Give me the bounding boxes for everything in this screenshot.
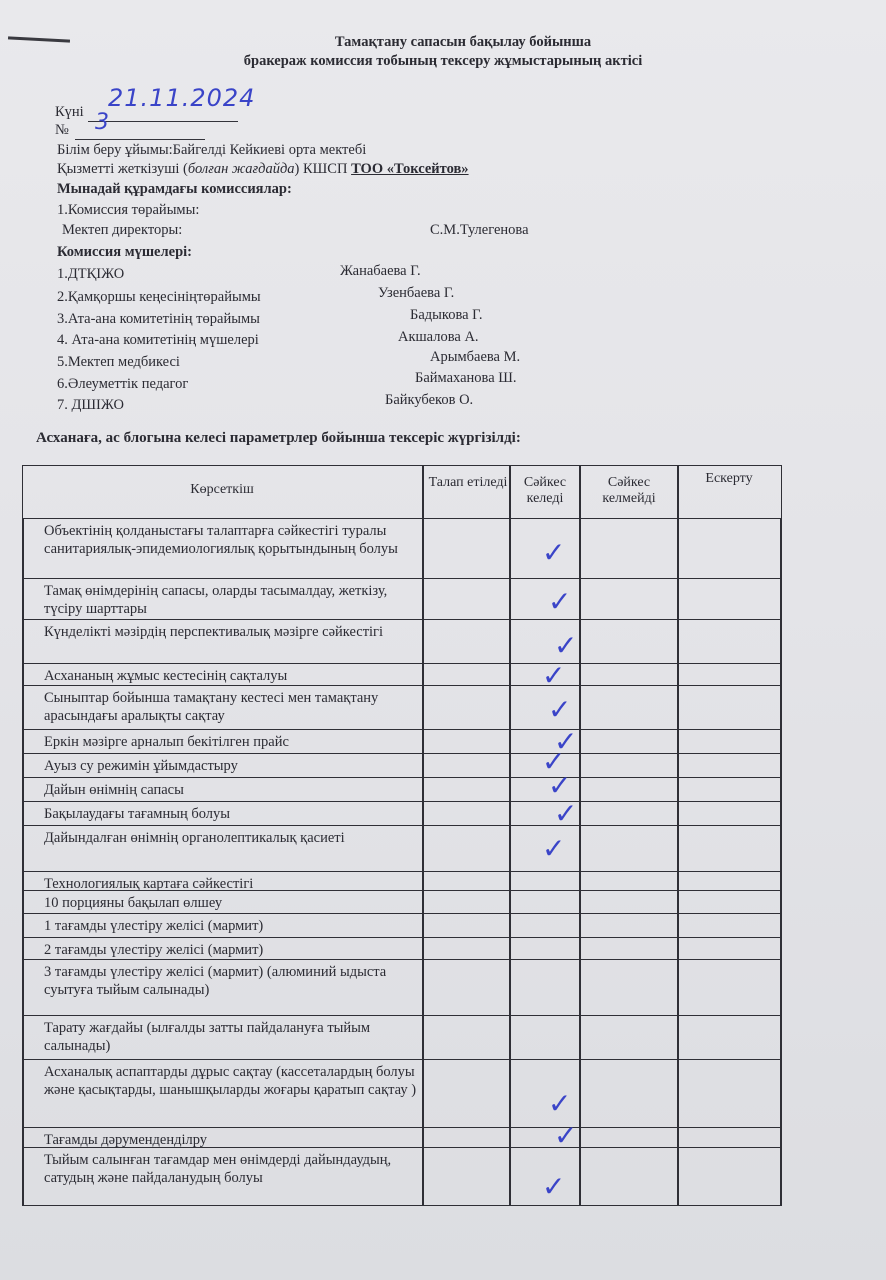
table-col-divider bbox=[677, 465, 679, 1206]
check-mark-icon: ✓ bbox=[554, 725, 578, 758]
row-indicator-text: Ауыз су режимін ұйымдастыру bbox=[44, 758, 238, 774]
table-row bbox=[22, 745, 782, 778]
table-row bbox=[22, 891, 782, 914]
check-mark-icon: ✓ bbox=[542, 659, 566, 692]
check-mark-icon: ✓ bbox=[548, 1087, 572, 1120]
commission-heading: Мынадай құрамдағы комиссиялар: bbox=[57, 181, 292, 197]
member-role: 7. ДШІЖО bbox=[57, 397, 124, 413]
row-indicator-text: 3 тағамды үлестіру желісі (мармит) (алюминий ыдыста суытуға тыйым салынады) bbox=[44, 964, 387, 998]
doc-title-line2: бракераж комиссия тобының тексеру жұмыстарының актісі bbox=[243, 53, 643, 69]
table-right-border bbox=[780, 519, 782, 1206]
row-indicator-text: 2 тағамды үлестіру желісі (мармит) bbox=[44, 942, 264, 958]
row-indicator-text: Сыныптар бойынша тамақтану кестесі мен тамақтану арасындағы аралықты сақтау bbox=[44, 690, 379, 724]
doc-title-line1: Тамақтану сапасын бақылау бойынша bbox=[334, 34, 592, 50]
col-header-note: Ескерту bbox=[705, 471, 753, 486]
member-name: Бадыкова Г. bbox=[410, 307, 483, 323]
section-title: Асханаға, ас блогына келесі параметрлер бойынша тексеріс жүргізілді: bbox=[36, 430, 521, 446]
chair-name: С.М.Тулегенова bbox=[430, 222, 529, 238]
provider-note: болған жағдайда bbox=[187, 161, 295, 177]
table-row bbox=[22, 1016, 782, 1060]
row-indicator-text: Еркін мәзірге арналып бекітілген прайс bbox=[44, 734, 289, 750]
check-mark-icon: ✓ bbox=[542, 536, 566, 569]
check-mark-icon: ✓ bbox=[554, 797, 578, 830]
col-header-match: Сәйкес келеді bbox=[523, 475, 567, 506]
table-row bbox=[22, 769, 782, 802]
chair-label: 1.Комиссия төрайымы: bbox=[57, 202, 200, 218]
table-row bbox=[22, 826, 782, 872]
date-underline bbox=[88, 121, 238, 122]
check-mark-icon: ✓ bbox=[548, 693, 572, 726]
row-indicator-text: 1 тағамды үлестіру желісі (мармит) bbox=[44, 918, 264, 934]
row-indicator-text: Күнделікті мәзірдің перспективалық мәзірге сәйкестігі bbox=[44, 624, 384, 640]
table-row bbox=[22, 725, 782, 758]
row-indicator-text: Асханалық аспаптарды дұрыс сақтау (кассеталардың болуы және қасықтарды, шанышқыларды жоғары қаратып сақтау ) bbox=[44, 1064, 417, 1098]
col-header-indicator: Көрсеткіш bbox=[190, 482, 254, 497]
table-row bbox=[22, 960, 782, 1016]
table-row bbox=[22, 797, 782, 830]
provider-label: Қызметті жеткізуші ( bbox=[57, 161, 188, 177]
check-mark-icon: ✓ bbox=[542, 832, 566, 865]
check-mark-icon: ✓ bbox=[554, 629, 578, 662]
table-row bbox=[22, 938, 782, 960]
table-row bbox=[22, 686, 782, 730]
provider-name: ТОО «Токсейтов» bbox=[351, 161, 469, 177]
table-row bbox=[22, 1119, 782, 1152]
row-indicator-text: Тыйым салынған тағамдар мен өнімдерді дайындаудың, сатудың және пайдаланудың болуы bbox=[44, 1152, 392, 1186]
row-indicator-text: Асхананың жұмыс кестесінің сақталуы bbox=[44, 668, 288, 684]
member-role: 1.ДТҚІЖО bbox=[57, 266, 125, 282]
table-row bbox=[22, 620, 782, 664]
member-name: Арымбаева М. bbox=[430, 349, 521, 365]
table-col-divider bbox=[579, 465, 581, 1206]
table-row bbox=[22, 914, 782, 938]
member-name: Узенбаева Г. bbox=[378, 285, 455, 301]
table-row bbox=[22, 519, 782, 579]
table-row bbox=[22, 1060, 782, 1128]
chair-role: Мектеп директоры: bbox=[62, 222, 183, 238]
col-header-mismatch: Сәйкес келмейді bbox=[602, 475, 656, 506]
row-indicator-text: Тамақ өнімдерінің сапасы, оларды тасымалдау, жеткізу, түсіру шарттары bbox=[44, 583, 388, 617]
row-indicator-text: Дайындалған өнімнің органолептикалық қасиеті bbox=[44, 830, 345, 846]
row-indicator-text: Объектінің қолданыстағы талаптарға сәйкестігі туралы санитариялық-эпидемиологиялық қорытындының болуы bbox=[44, 523, 398, 557]
table-row bbox=[22, 872, 782, 891]
col-header-required: Талап етіледі bbox=[428, 475, 508, 490]
member-role: 3.Ата-ана комитетінің төрайымы bbox=[57, 311, 260, 327]
date-handwritten: 21.11.2024 bbox=[108, 84, 256, 112]
number-label: № bbox=[55, 122, 69, 138]
member-name: Акшалова А. bbox=[398, 329, 479, 345]
member-role: 2.Қамқоршы кеңесініңтөрайымы bbox=[57, 289, 261, 305]
provider-mid: ) КШСП bbox=[294, 161, 352, 177]
row-indicator-text: Бақылаудағы тағамның болуы bbox=[44, 806, 231, 822]
check-mark-icon: ✓ bbox=[542, 1170, 566, 1203]
member-name: Жанабаева Г. bbox=[340, 263, 421, 279]
member-role: 6.Әлеуметтік педагог bbox=[57, 376, 189, 392]
member-name: Байкубеков О. bbox=[385, 392, 474, 408]
table-left-border bbox=[22, 519, 24, 1206]
check-mark-icon: ✓ bbox=[548, 769, 572, 802]
member-role: 4. Ата-ана комитетінің мүшелері bbox=[57, 332, 259, 348]
date-label: Күні bbox=[55, 104, 84, 120]
table-row bbox=[22, 579, 782, 620]
members-heading: Комиссия мүшелері: bbox=[57, 244, 192, 260]
row-indicator-text: Технологиялық картаға сәйкестігі bbox=[44, 876, 254, 892]
table-col-divider bbox=[422, 465, 424, 1206]
member-name: Баймаханова Ш. bbox=[415, 370, 517, 386]
table-col-divider bbox=[509, 465, 511, 1206]
table-row bbox=[22, 1148, 782, 1206]
row-indicator-text: Тарату жағдайы (ылғалды затты пайдалануға тыйым салынады) bbox=[44, 1020, 371, 1054]
number-handwritten: 3 bbox=[95, 110, 110, 135]
number-underline bbox=[75, 139, 205, 140]
row-indicator-text: Тағамды дәруменденділру bbox=[44, 1132, 208, 1148]
school-line: Білім беру ұйымы:Байгелді Кейкиеві орта мектебі bbox=[57, 142, 367, 158]
member-role: 5.Мектеп медбикесі bbox=[57, 354, 180, 370]
check-mark-icon: ✓ bbox=[548, 584, 572, 618]
table-row bbox=[22, 659, 782, 692]
check-mark-icon: ✓ bbox=[542, 745, 566, 778]
provider-line bbox=[57, 160, 469, 178]
check-mark-icon: ✓ bbox=[554, 1119, 578, 1152]
row-indicator-text: Дайын өнімнің сапасы bbox=[44, 782, 184, 798]
row-indicator-text: 10 порцияны бақылап өлшеу bbox=[44, 895, 223, 911]
